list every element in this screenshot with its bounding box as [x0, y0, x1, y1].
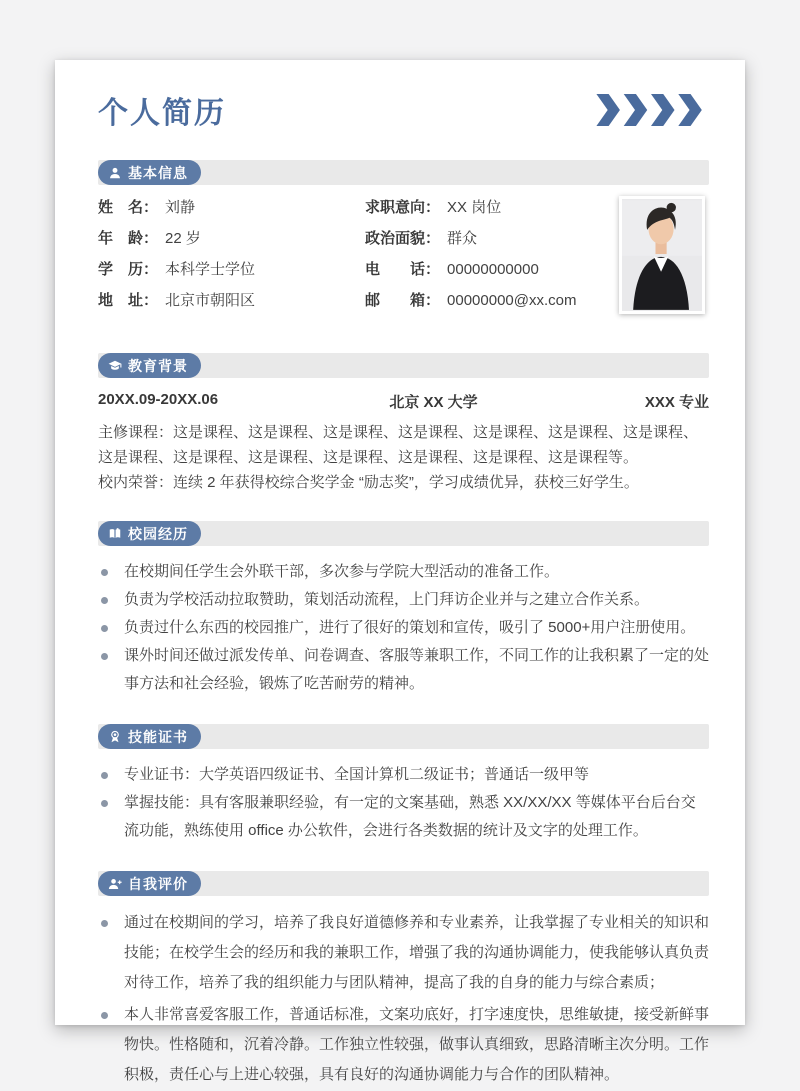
graduation-cap-icon — [108, 359, 122, 373]
bullet-dot — [101, 772, 108, 779]
section-header-basic-info — [98, 160, 709, 185]
page-header — [98, 86, 709, 134]
list-item: 负责为学校活动拉取赞助，策划活动流程，上门拜访企业并与之建立合作关系。 — [98, 586, 709, 614]
field-job-intention: 求职意向： XX 岗位 — [365, 199, 502, 216]
field-address: 地 址： 北京市朝阳区 — [98, 292, 256, 309]
field-degree: 学 历： 本科学士学位 — [98, 261, 256, 278]
education-period: 20XX.09-20XX.06 — [98, 391, 219, 408]
section-label: 技能证书 — [128, 728, 188, 745]
basic-info-block — [98, 199, 709, 327]
list-item: 掌握技能：具有客服兼职经验，有一定的文案基础，熟悉 XX/XX/XX 等媒体平台后台交流功能，熟练使用 office 办公软件，会进行各类数据的统计及文字的处理工作。 — [98, 789, 709, 845]
profile-photo — [619, 196, 705, 314]
section-header-self-evaluation — [98, 871, 709, 896]
section-header-education — [98, 353, 709, 378]
field-email: 邮 箱： 00000000@xx.com — [365, 292, 577, 309]
list-item: 负责过什么东西的校园推广，进行了很好的策划和宣传，吸引了 5000+用户注册使用。 — [98, 614, 709, 642]
list-item: 在校期间任学生会外联干部，多次参与学院大型活动的准备工作。 — [98, 558, 709, 586]
list-item: 本人非常喜爱客服工作，普通话标准，文案功底好，打字速度快，思维敏捷，接受新鲜事物快。性格随和，沉着冷静。工作独立性较强，做事认真细致，思路清晰主次分明。工作积极，责任心与上进心较强，具有良好的沟通协调能力与合作的团队精神。 — [98, 1000, 709, 1090]
self-evaluation-list — [98, 908, 709, 1090]
user-plus-icon — [108, 877, 122, 891]
medal-icon — [108, 730, 122, 744]
campus-experience-list — [98, 558, 709, 698]
section-label: 基本信息 — [128, 164, 188, 181]
section-pill-campus-experience — [98, 521, 201, 546]
quadruple-chevron-right-icon — [593, 94, 709, 126]
field-name: 姓 名： 刘静 — [98, 199, 196, 216]
section-label: 自我评价 — [128, 875, 188, 892]
resume-page — [55, 60, 745, 1083]
list-item: 课外时间还做过派发传单、问卷调查、客服等兼职工作，不同工作的让我积累了一定的处事方法和社会经验，锻炼了吃苦耐劳的精神。 — [98, 642, 709, 698]
list-item: 专业证书：大学英语四级证书、全国计算机二级证书；普通话一级甲等 — [98, 761, 709, 789]
section-pill-self-evaluation — [98, 871, 201, 896]
education-honors: 校内荣誉：连续 2 年获得校综合奖学金 “励志奖”，学习成绩优异，获校三好学生。 — [98, 474, 639, 491]
field-age: 年 龄： 22 岁 — [98, 230, 201, 247]
skills-list — [98, 761, 709, 845]
bullet-dot — [101, 653, 108, 660]
page-title: 个人简历 — [98, 97, 226, 130]
bullet-dot — [101, 800, 108, 807]
bullet-dot — [101, 569, 108, 576]
bullet-dot — [101, 1012, 108, 1019]
education-summary-row — [98, 391, 709, 412]
education-major: XXX 专业 — [644, 394, 709, 411]
user-icon — [108, 166, 122, 180]
section-pill-education — [98, 353, 201, 378]
field-phone: 电 话： 00000000000 — [365, 261, 539, 278]
book-icon — [108, 527, 122, 541]
field-political-status: 政治面貌： 群众 — [365, 230, 478, 247]
section-header-campus-experience — [98, 521, 709, 546]
education-courses: 主修课程：这是课程、这是课程、这是课程、这是课程、这是课程、这是课程、这是课程、这是课程、这是课程、这是课程、这是课程、这是课程、这是课程、这是课程等。 — [98, 424, 699, 466]
education-school: 北京 XX 大学 — [389, 394, 478, 411]
bullet-dot — [101, 597, 108, 604]
section-label: 校园经历 — [128, 525, 188, 542]
section-header-skills-certificates — [98, 724, 709, 749]
list-item: 通过在校期间的学习，培养了我良好道德修养和专业素养，让我掌握了专业相关的知识和技能；在校学生会的经历和我的兼职工作，增强了我的沟通协调能力，使我能够认真负责对待工作，培养了我的组织能力与团队精神，提高了我的自身的能力与综合素质； — [98, 908, 709, 998]
bullet-dot — [101, 920, 108, 927]
section-pill-basic-info — [98, 160, 201, 185]
section-pill-skills-certificates — [98, 724, 201, 749]
bullet-dot — [101, 625, 108, 632]
section-label: 教育背景 — [128, 357, 188, 374]
basic-info-left-column — [98, 199, 365, 327]
